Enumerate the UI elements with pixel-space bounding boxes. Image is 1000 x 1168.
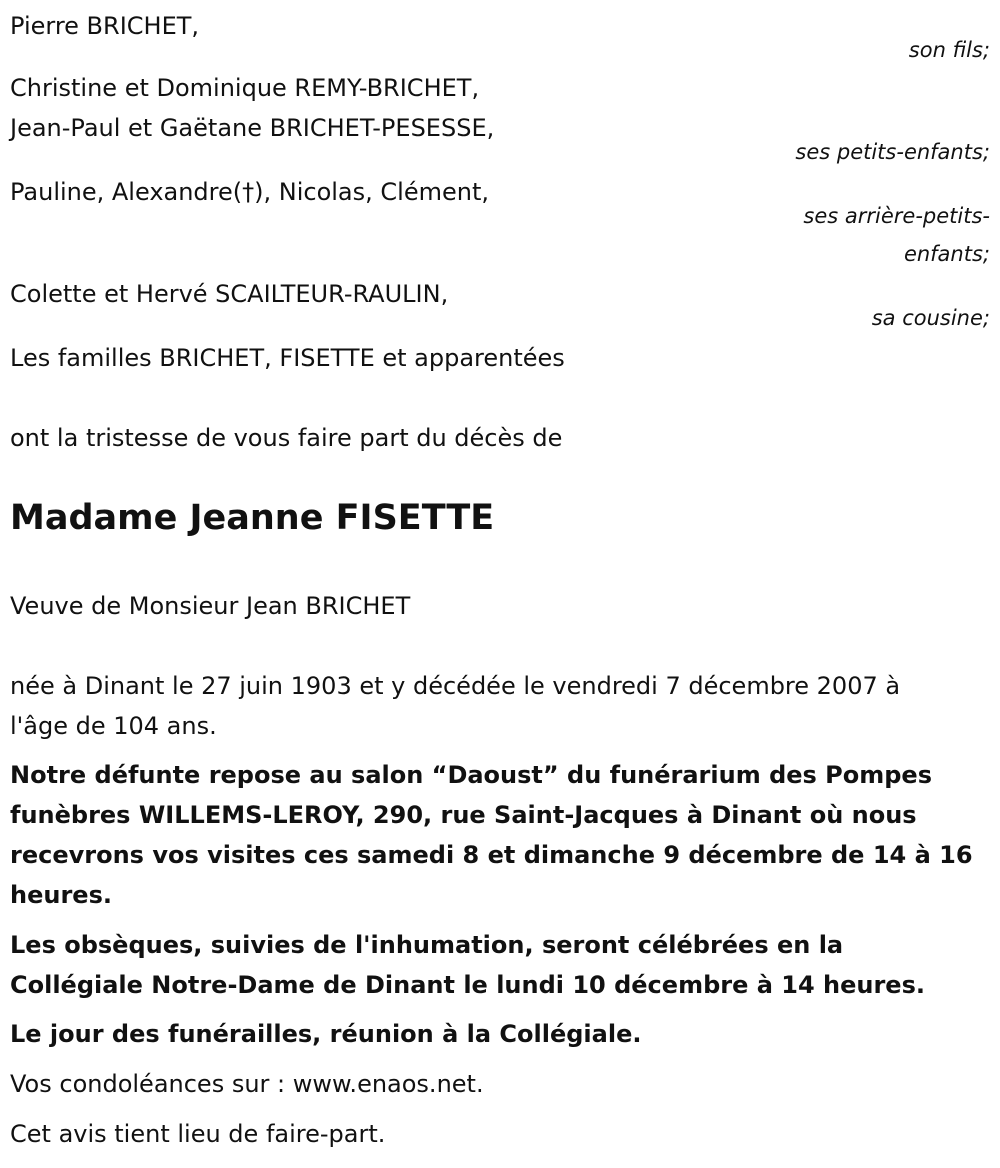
son-name: Pierre BRICHET, <box>10 12 200 40</box>
great-grandchildren-role-2: enfants; <box>903 242 990 266</box>
announcement: ont la tristesse de vous faire part du décès de <box>10 424 563 452</box>
viewing-line-2: funèbres WILLEMS-LEROY, 290, rue Saint-Jacques à Dinant où nous <box>10 801 917 829</box>
notice: Cet avis tient lieu de faire-part. <box>10 1120 386 1148</box>
grandchildren-line-2: Jean-Paul et Gaëtane BRICHET-PESESSE, <box>10 114 495 142</box>
gathering: Le jour des funérailles, réunion à la Collégiale. <box>10 1020 642 1048</box>
widow-of: Veuve de Monsieur Jean BRICHET <box>10 592 411 620</box>
birth-death-line-1: née à Dinant le 27 juin 1903 et y décédée le vendredi 7 décembre 2007 à <box>10 672 901 700</box>
great-grandchildren-role-1: ses arrière-petits- <box>803 204 990 228</box>
deceased-name: Madame Jeanne FISETTE <box>10 498 495 538</box>
grandchildren-role: ses petits-enfants; <box>795 140 990 164</box>
cousin-name: Colette et Hervé SCAILTEUR-RAULIN, <box>10 280 449 308</box>
funeral-line-2: Collégiale Notre-Dame de Dinant le lundi 10 décembre à 14 heures. <box>10 971 925 999</box>
birth-death-line-2: l'âge de 104 ans. <box>10 712 217 740</box>
viewing-line-1: Notre défunte repose au salon “Daoust” du funérarium des Pompes <box>10 761 932 789</box>
viewing-line-4: heures. <box>10 881 112 909</box>
viewing-line-3: recevrons vos visites ces samedi 8 et dimanche 9 décembre de 14 à 16 <box>10 841 973 869</box>
son-role: son fils; <box>908 38 990 62</box>
great-grandchildren: Pauline, Alexandre(†), Nicolas, Clément, <box>10 178 489 206</box>
condolences: Vos condoléances sur : www.enaos.net. <box>10 1070 484 1098</box>
cousin-role: sa cousine; <box>871 306 990 330</box>
grandchildren-line-1: Christine et Dominique REMY-BRICHET, <box>10 74 480 102</box>
families-line: Les familles BRICHET, FISETTE et apparentées <box>10 344 565 372</box>
funeral-line-1: Les obsèques, suivies de l'inhumation, seront célébrées en la <box>10 931 844 959</box>
